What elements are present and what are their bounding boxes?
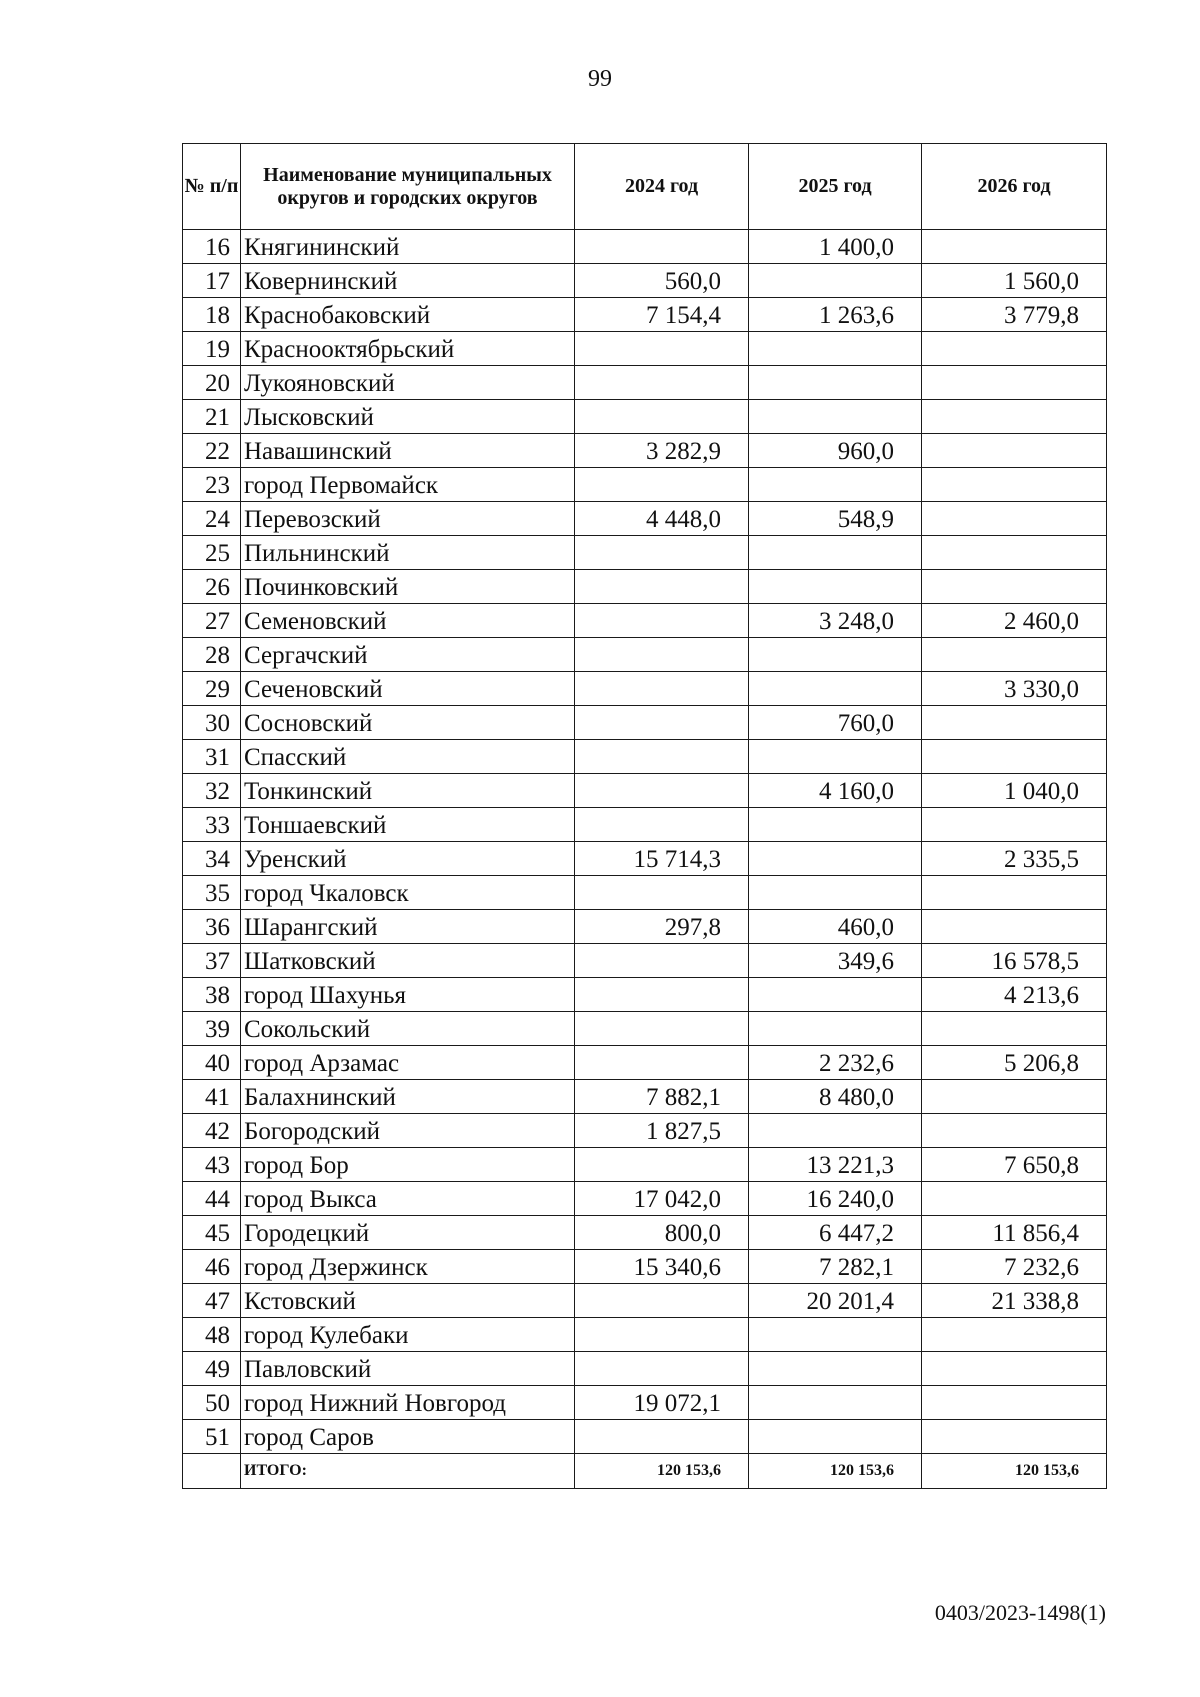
row-2024-cell [575, 1012, 749, 1046]
total-2025: 120 153,6 [749, 1454, 922, 1489]
row-2024-cell [575, 570, 749, 604]
row-num-cell: 47 [183, 1284, 241, 1318]
row-name-cell: Краснооктябрьский [241, 332, 575, 366]
table-row [183, 808, 1107, 842]
row-2024-cell [575, 774, 749, 808]
table-row [183, 1386, 1107, 1420]
row-2024-cell: 560,0 [575, 264, 749, 298]
table-row [183, 978, 1107, 1012]
row-2026-cell: 1 560,0 [922, 264, 1107, 298]
row-2026-cell [922, 910, 1107, 944]
row-2025-cell: 960,0 [749, 434, 922, 468]
row-num-cell: 46 [183, 1250, 241, 1284]
table-row [183, 1080, 1107, 1114]
document-code: 0403/2023-1498(1) [934, 1600, 1106, 1625]
table-row [183, 1182, 1107, 1216]
row-2025-cell [749, 1012, 922, 1046]
row-name-cell: город Первомайск [241, 468, 575, 502]
row-2024-cell [575, 332, 749, 366]
row-name-cell: Лукояновский [241, 366, 575, 400]
header-name: Наименование муниципальных округов и городских округов [241, 144, 575, 230]
row-2026-cell [922, 638, 1107, 672]
row-2026-cell [922, 1386, 1107, 1420]
table-row [183, 1250, 1107, 1284]
total-2026: 120 153,6 [922, 1454, 1107, 1489]
row-2024-cell [575, 1352, 749, 1386]
table-row [183, 502, 1107, 536]
header-num: № п/п [183, 144, 241, 230]
row-name-cell: Городецкий [241, 1216, 575, 1250]
table-row [183, 1114, 1107, 1148]
row-num-cell: 29 [183, 672, 241, 706]
row-2025-cell [749, 672, 922, 706]
row-2025-cell: 8 480,0 [749, 1080, 922, 1114]
row-name-cell: город Бор [241, 1148, 575, 1182]
row-2025-cell: 760,0 [749, 706, 922, 740]
row-2026-cell [922, 400, 1107, 434]
row-num-cell: 25 [183, 536, 241, 570]
row-2026-cell: 2 460,0 [922, 604, 1107, 638]
row-num-cell: 28 [183, 638, 241, 672]
total-num-cell [183, 1454, 241, 1489]
total-label: ИТОГО: [241, 1454, 575, 1489]
row-name-cell: город Чкаловск [241, 876, 575, 910]
row-2025-cell: 6 447,2 [749, 1216, 922, 1250]
table-row [183, 1284, 1107, 1318]
total-2024: 120 153,6 [575, 1454, 749, 1489]
row-2024-cell: 7 882,1 [575, 1080, 749, 1114]
row-num-cell: 42 [183, 1114, 241, 1148]
row-2026-cell: 16 578,5 [922, 944, 1107, 978]
row-2025-cell: 349,6 [749, 944, 922, 978]
row-2025-cell: 3 248,0 [749, 604, 922, 638]
row-2026-cell [922, 740, 1107, 774]
row-num-cell: 51 [183, 1420, 241, 1454]
row-2024-cell [575, 1046, 749, 1080]
row-num-cell: 49 [183, 1352, 241, 1386]
allocation-table-container [182, 143, 1106, 1489]
row-name-cell: Сосновский [241, 706, 575, 740]
row-2024-cell: 7 154,4 [575, 298, 749, 332]
row-2026-cell [922, 706, 1107, 740]
row-2026-cell [922, 502, 1107, 536]
row-num-cell: 45 [183, 1216, 241, 1250]
row-2025-cell [749, 876, 922, 910]
table-row [183, 366, 1107, 400]
row-2024-cell [575, 944, 749, 978]
row-2025-cell: 2 232,6 [749, 1046, 922, 1080]
row-num-cell: 16 [183, 230, 241, 264]
row-2026-cell [922, 808, 1107, 842]
row-num-cell: 31 [183, 740, 241, 774]
row-2025-cell [749, 808, 922, 842]
total-row [183, 1454, 1107, 1489]
row-num-cell: 21 [183, 400, 241, 434]
row-name-cell: город Нижний Новгород [241, 1386, 575, 1420]
table-row [183, 604, 1107, 638]
row-2024-cell [575, 1318, 749, 1352]
allocation-table [182, 143, 1107, 1489]
table-row [183, 876, 1107, 910]
table-row [183, 842, 1107, 876]
row-2026-cell [922, 1114, 1107, 1148]
row-2026-cell [922, 468, 1107, 502]
row-num-cell: 37 [183, 944, 241, 978]
row-name-cell: Тоншаевский [241, 808, 575, 842]
row-name-cell: город Шахунья [241, 978, 575, 1012]
table-row [183, 1420, 1107, 1454]
row-name-cell: Княгининский [241, 230, 575, 264]
row-num-cell: 50 [183, 1386, 241, 1420]
row-2024-cell [575, 808, 749, 842]
row-2025-cell: 1 400,0 [749, 230, 922, 264]
row-num-cell: 36 [183, 910, 241, 944]
table-row [183, 1216, 1107, 1250]
row-num-cell: 27 [183, 604, 241, 638]
row-name-cell: Уренский [241, 842, 575, 876]
table-row [183, 434, 1107, 468]
row-2024-cell [575, 1284, 749, 1318]
row-2026-cell: 11 856,4 [922, 1216, 1107, 1250]
row-2026-cell [922, 434, 1107, 468]
row-2024-cell [575, 1420, 749, 1454]
row-2026-cell [922, 570, 1107, 604]
table-row [183, 740, 1107, 774]
row-2026-cell [922, 1080, 1107, 1114]
row-2025-cell [749, 536, 922, 570]
row-2026-cell: 5 206,8 [922, 1046, 1107, 1080]
table-row [183, 1148, 1107, 1182]
row-2025-cell [749, 570, 922, 604]
header-2025: 2025 год [749, 144, 922, 230]
table-row [183, 332, 1107, 366]
row-name-cell: Тонкинский [241, 774, 575, 808]
row-2025-cell [749, 740, 922, 774]
row-2026-cell: 3 779,8 [922, 298, 1107, 332]
row-num-cell: 48 [183, 1318, 241, 1352]
row-2024-cell: 15 340,6 [575, 1250, 749, 1284]
row-name-cell: Балахнинский [241, 1080, 575, 1114]
row-2025-cell [749, 1352, 922, 1386]
row-name-cell: Навашинский [241, 434, 575, 468]
row-2025-cell [749, 1386, 922, 1420]
row-name-cell: Сеченовский [241, 672, 575, 706]
row-2025-cell: 4 160,0 [749, 774, 922, 808]
row-2025-cell [749, 468, 922, 502]
row-name-cell: Краснобаковский [241, 298, 575, 332]
row-2025-cell: 16 240,0 [749, 1182, 922, 1216]
row-num-cell: 38 [183, 978, 241, 1012]
row-2024-cell: 3 282,9 [575, 434, 749, 468]
row-2026-cell [922, 366, 1107, 400]
row-num-cell: 18 [183, 298, 241, 332]
table-row [183, 570, 1107, 604]
row-2026-cell: 21 338,8 [922, 1284, 1107, 1318]
row-2026-cell [922, 876, 1107, 910]
row-2024-cell [575, 536, 749, 570]
table-row [183, 1046, 1107, 1080]
table-row [183, 672, 1107, 706]
row-num-cell: 24 [183, 502, 241, 536]
row-name-cell: город Кулебаки [241, 1318, 575, 1352]
row-2025-cell [749, 332, 922, 366]
row-name-cell: Лысковский [241, 400, 575, 434]
row-2026-cell: 3 330,0 [922, 672, 1107, 706]
row-name-cell: Шатковский [241, 944, 575, 978]
row-name-cell: Семеновский [241, 604, 575, 638]
row-2025-cell [749, 264, 922, 298]
row-2026-cell [922, 1352, 1107, 1386]
row-num-cell: 26 [183, 570, 241, 604]
row-num-cell: 43 [183, 1148, 241, 1182]
row-2025-cell [749, 1114, 922, 1148]
row-name-cell: Шарангский [241, 910, 575, 944]
row-2026-cell [922, 1318, 1107, 1352]
header-2026: 2026 год [922, 144, 1107, 230]
table-row [183, 1352, 1107, 1386]
row-name-cell: Перевозский [241, 502, 575, 536]
row-2024-cell [575, 706, 749, 740]
table-row [183, 264, 1107, 298]
row-num-cell: 17 [183, 264, 241, 298]
table-row [183, 298, 1107, 332]
row-num-cell: 33 [183, 808, 241, 842]
row-2024-cell [575, 400, 749, 434]
row-num-cell: 23 [183, 468, 241, 502]
row-name-cell: Пильнинский [241, 536, 575, 570]
row-2024-cell: 19 072,1 [575, 1386, 749, 1420]
row-2026-cell [922, 230, 1107, 264]
table-row [183, 536, 1107, 570]
row-num-cell: 19 [183, 332, 241, 366]
row-num-cell: 35 [183, 876, 241, 910]
row-2025-cell: 1 263,6 [749, 298, 922, 332]
table-row [183, 774, 1107, 808]
table-row [183, 638, 1107, 672]
row-2024-cell: 297,8 [575, 910, 749, 944]
row-name-cell: Ковернинский [241, 264, 575, 298]
row-2024-cell [575, 366, 749, 400]
table-row [183, 1012, 1107, 1046]
table-row [183, 706, 1107, 740]
row-2024-cell: 4 448,0 [575, 502, 749, 536]
table-body [183, 230, 1107, 1454]
row-2024-cell: 1 827,5 [575, 1114, 749, 1148]
row-num-cell: 39 [183, 1012, 241, 1046]
table-row [183, 944, 1107, 978]
page-number: 99 [588, 66, 612, 92]
row-2026-cell: 7 232,6 [922, 1250, 1107, 1284]
row-2026-cell [922, 1012, 1107, 1046]
row-name-cell: Кстовский [241, 1284, 575, 1318]
row-2026-cell [922, 536, 1107, 570]
table-row [183, 910, 1107, 944]
row-2026-cell: 1 040,0 [922, 774, 1107, 808]
row-num-cell: 30 [183, 706, 241, 740]
row-2024-cell [575, 604, 749, 638]
row-name-cell: город Выкса [241, 1182, 575, 1216]
row-name-cell: город Дзержинск [241, 1250, 575, 1284]
row-2024-cell [575, 978, 749, 1012]
header-2024: 2024 год [575, 144, 749, 230]
row-name-cell: Починковский [241, 570, 575, 604]
row-2026-cell [922, 1420, 1107, 1454]
row-num-cell: 44 [183, 1182, 241, 1216]
row-2025-cell [749, 1420, 922, 1454]
row-name-cell: Сергачский [241, 638, 575, 672]
row-2025-cell: 20 201,4 [749, 1284, 922, 1318]
row-2026-cell: 4 213,6 [922, 978, 1107, 1012]
row-2024-cell: 15 714,3 [575, 842, 749, 876]
table-row [183, 400, 1107, 434]
row-2024-cell [575, 1148, 749, 1182]
row-2025-cell [749, 842, 922, 876]
row-num-cell: 32 [183, 774, 241, 808]
row-name-cell: Спасский [241, 740, 575, 774]
row-2025-cell [749, 638, 922, 672]
table-row [183, 1318, 1107, 1352]
row-2026-cell: 7 650,8 [922, 1148, 1107, 1182]
row-2024-cell: 17 042,0 [575, 1182, 749, 1216]
row-name-cell: город Арзамас [241, 1046, 575, 1080]
row-name-cell: город Саров [241, 1420, 575, 1454]
table-row [183, 468, 1107, 502]
row-num-cell: 41 [183, 1080, 241, 1114]
row-name-cell: Сокольский [241, 1012, 575, 1046]
row-2025-cell: 13 221,3 [749, 1148, 922, 1182]
row-2025-cell [749, 1318, 922, 1352]
row-name-cell: Павловский [241, 1352, 575, 1386]
row-2024-cell [575, 876, 749, 910]
table-row [183, 230, 1107, 264]
row-2025-cell: 460,0 [749, 910, 922, 944]
row-2024-cell: 800,0 [575, 1216, 749, 1250]
row-2026-cell [922, 1182, 1107, 1216]
table-header-row [183, 144, 1107, 230]
row-2025-cell: 548,9 [749, 502, 922, 536]
row-2025-cell [749, 978, 922, 1012]
row-2024-cell [575, 638, 749, 672]
row-2025-cell [749, 400, 922, 434]
row-name-cell: Богородский [241, 1114, 575, 1148]
row-num-cell: 20 [183, 366, 241, 400]
row-num-cell: 40 [183, 1046, 241, 1080]
row-2024-cell [575, 230, 749, 264]
row-num-cell: 22 [183, 434, 241, 468]
row-num-cell: 34 [183, 842, 241, 876]
row-2026-cell: 2 335,5 [922, 842, 1107, 876]
row-2024-cell [575, 468, 749, 502]
row-2025-cell [749, 366, 922, 400]
row-2024-cell [575, 740, 749, 774]
row-2025-cell: 7 282,1 [749, 1250, 922, 1284]
row-2024-cell [575, 672, 749, 706]
row-2026-cell [922, 332, 1107, 366]
